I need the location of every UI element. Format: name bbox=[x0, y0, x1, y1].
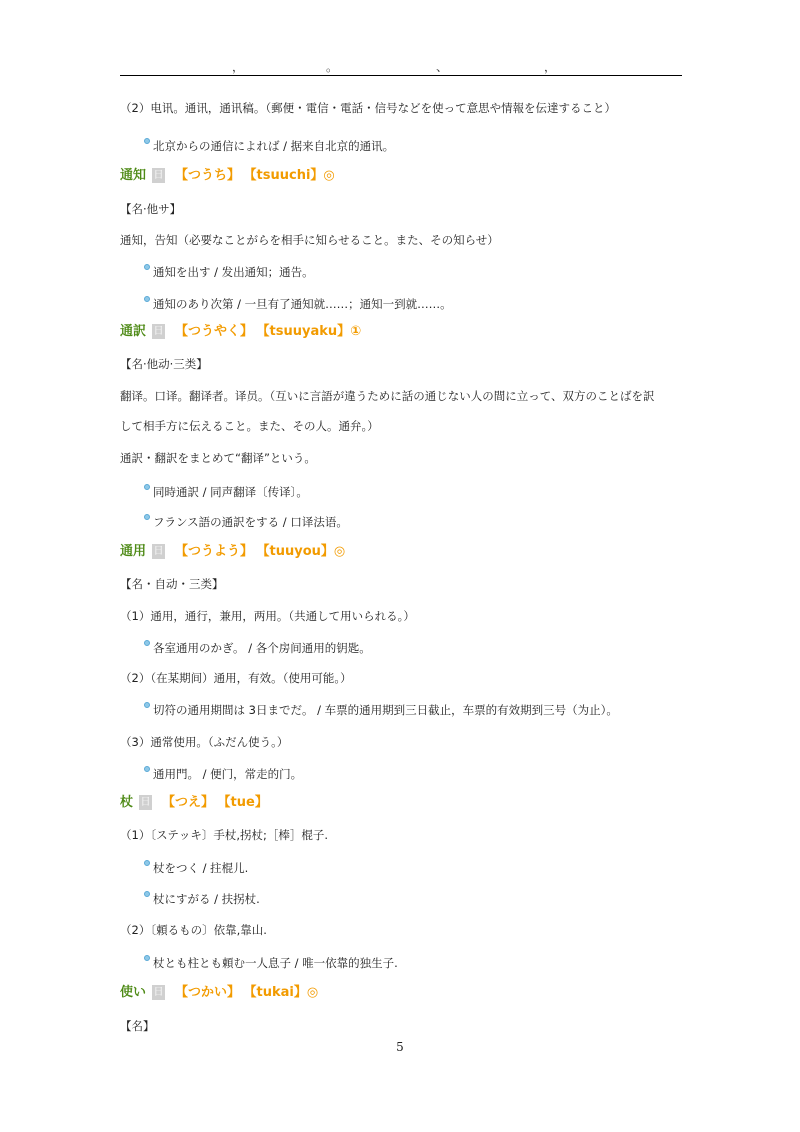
example-line bbox=[144, 891, 260, 907]
example-line bbox=[144, 514, 348, 530]
definition-line: 翻译。口译。翻译者。译员。（互いに言語が違うために話の通じない人の間に立って、双方のことばを訳 bbox=[120, 389, 655, 403]
example-line bbox=[144, 264, 314, 280]
headword-reading: 【つうち】 bbox=[175, 168, 241, 183]
bullet-icon bbox=[144, 955, 150, 961]
bullet-icon bbox=[144, 264, 150, 270]
example-text: 通用門。 / 便门，常走的门。 bbox=[153, 767, 303, 781]
part-of-speech: 【名】 bbox=[120, 1019, 155, 1033]
accent-mark: ◎ bbox=[306, 985, 319, 1000]
part-of-speech: 【名・自动・三类】 bbox=[120, 577, 224, 591]
definition-line: （2）〔頼るもの〕依靠,靠山. bbox=[120, 923, 267, 937]
example-text: 切符の通用期間は 3日までだ。 / 车票的通用期到三日截止，车票的有效期到三号（为止）。 bbox=[153, 703, 618, 717]
header-rule bbox=[120, 75, 682, 76]
headword-kanji: 通知 bbox=[120, 168, 147, 183]
headword-kanji: 使い bbox=[120, 985, 147, 1000]
bullet-icon bbox=[144, 514, 150, 520]
header-mark: 。 bbox=[326, 60, 339, 74]
example-text: 杖をつく / 拄棍儿. bbox=[153, 861, 249, 875]
example-text: 通知のあり次第 / 一旦有了通知就……；通知一到就……。 bbox=[153, 297, 452, 311]
bullet-icon bbox=[144, 640, 150, 646]
headword-reading: 【つうよう】 bbox=[175, 544, 254, 559]
example-line bbox=[144, 296, 452, 312]
headword-row bbox=[120, 793, 268, 813]
definition-line: （1）〔ステッキ〕手杖,拐杖;［棒］棍子. bbox=[120, 828, 329, 842]
headword-row bbox=[120, 322, 361, 342]
headword-romaji: 【tsuuyaku】 bbox=[263, 324, 351, 339]
example-text: フランス語の通訳をする / 口译法语。 bbox=[153, 515, 348, 529]
accent-mark: ◎ bbox=[323, 168, 335, 183]
example-text: 通知を出す / 发出通知；通告。 bbox=[153, 265, 314, 279]
headword-reading: 【つかい】 bbox=[175, 985, 241, 1000]
header-mark: ， bbox=[232, 60, 245, 74]
headword-reading: 【つうやく】 bbox=[175, 324, 254, 339]
definition-line: （2）电讯。通讯，通讯稿。（郵便・電信・電話・信号などを使って意思や情報を伝達すること） bbox=[120, 101, 617, 115]
example-line bbox=[144, 955, 398, 971]
bullet-icon bbox=[144, 702, 150, 708]
headword-romaji: 【tsuuchi】 bbox=[250, 168, 324, 183]
example-line bbox=[144, 640, 371, 656]
japanese-dict-icon[interactable]: 日 bbox=[140, 797, 151, 808]
accent-mark: ◎ bbox=[333, 544, 346, 559]
japanese-dict-icon[interactable]: 日 bbox=[153, 326, 164, 337]
example-text: 各室通用のかぎ。 / 各个房间通用的钥匙。 bbox=[153, 641, 371, 655]
headword-kanji: 通用 bbox=[120, 544, 147, 559]
definition-line: （3）通常使用。（ふだん使う。） bbox=[120, 735, 289, 749]
definition-line: して相手方に伝えること。また、その人。通弁。） bbox=[120, 419, 379, 433]
bullet-icon bbox=[144, 138, 150, 144]
headword-row bbox=[120, 983, 318, 1003]
definition-line: （1）通用，通行，兼用，两用。（共通して用いられる。） bbox=[120, 609, 415, 623]
example-line bbox=[144, 484, 308, 500]
header-mark: ， bbox=[544, 60, 557, 74]
headword-romaji: 【tuuyou】 bbox=[263, 544, 334, 559]
accent-mark: ① bbox=[350, 324, 362, 339]
headword-row bbox=[120, 166, 335, 186]
page-number: 5 bbox=[396, 1040, 404, 1054]
definition-line: （2）（在某期间）通用，有效。（使用可能。） bbox=[120, 671, 352, 685]
example-line bbox=[144, 138, 394, 154]
definition-line: 通知，告知（必要なことがらを相手に知らせること。また、その知らせ） bbox=[120, 233, 499, 247]
example-line bbox=[144, 766, 302, 782]
part-of-speech: 【名·他动·三类】 bbox=[120, 357, 208, 371]
headword-kanji: 通訳 bbox=[120, 324, 147, 339]
header-mark: 、 bbox=[436, 60, 449, 74]
example-text: 北京からの通信によれば / 据来自北京的通讯。 bbox=[153, 139, 395, 153]
headword-romaji: 【tukai】 bbox=[250, 985, 307, 1000]
bullet-icon bbox=[144, 296, 150, 302]
japanese-dict-icon[interactable]: 日 bbox=[153, 546, 164, 557]
bullet-icon bbox=[144, 891, 150, 897]
part-of-speech: 【名·他サ】 bbox=[120, 202, 182, 216]
headword-kanji: 杖 bbox=[120, 795, 134, 810]
bullet-icon bbox=[144, 766, 150, 772]
japanese-dict-icon[interactable]: 日 bbox=[153, 987, 164, 998]
japanese-dict-icon[interactable]: 日 bbox=[153, 170, 164, 181]
example-line bbox=[144, 702, 618, 718]
definition-line: 通訳・翻訳をまとめて“翻译”という。 bbox=[120, 451, 316, 465]
example-text: 杖とも柱とも頼む一人息子 / 唯一依靠的独生子. bbox=[153, 956, 398, 970]
bullet-icon bbox=[144, 860, 150, 866]
example-line bbox=[144, 860, 248, 876]
bullet-icon bbox=[144, 484, 150, 490]
headword-romaji: 【tue】 bbox=[224, 795, 268, 810]
headword-reading: 【つえ】 bbox=[162, 795, 215, 810]
headword-row bbox=[120, 542, 345, 562]
example-text: 同時通訳 / 同声翻译〔传译〕。 bbox=[153, 485, 308, 499]
example-text: 杖にすがる / 扶拐杖. bbox=[153, 892, 260, 906]
